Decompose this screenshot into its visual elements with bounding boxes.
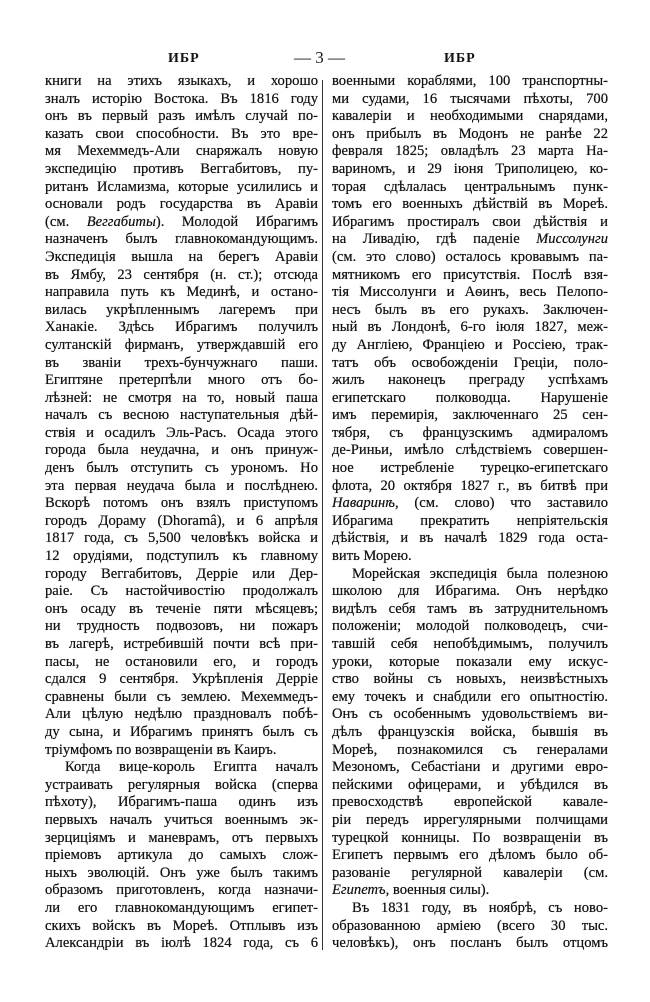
text-line: несъ былъ въ его рукахъ. Заключен- — [332, 301, 608, 318]
text-line: человѣкъ), онъ посланъ былъ отцомъ — [332, 935, 608, 952]
text-line — [45, 214, 318, 232]
text-line: образомъ приготовленъ, когда назначи- — [45, 882, 318, 899]
text-line: лѣзней: не смотря на то, новый паша — [45, 389, 318, 406]
text-line: ріи передъ иррегулярными полчищами — [332, 811, 608, 828]
text-segment: ). Молодой Ибрагимъ — [155, 213, 318, 230]
text-line: Ибрагима прекратить непріятельскія — [332, 512, 608, 529]
text-segment: , военныя силы). — [385, 882, 490, 899]
text-column-left — [45, 73, 318, 953]
italic-term: Миссолунги — [536, 231, 608, 248]
text-line: тавшій себя непобѣдимымъ, получилъ — [332, 636, 608, 652]
italic-term: Наваринѣ — [332, 495, 395, 512]
text-line: Ханакіе. Здѣсь Ибрагимъ получилъ — [45, 319, 318, 336]
text-segment: , (см. слово) что заставило — [394, 495, 608, 512]
text-line: образованною арміею (всего 30 тыс. — [332, 917, 608, 934]
text-line: ныхъ эволюцій. Онъ уже былъ такимъ — [45, 864, 318, 881]
text-line: видѣлъ себя тамъ въ затруднительномъ — [332, 600, 608, 617]
text-line: ми судами, 16 тысячами пѣхоты, 700 — [332, 90, 608, 107]
text-line — [332, 495, 608, 513]
text-line: кавалеріи и необходимыми снарядами, — [332, 108, 608, 125]
text-line: ство войны съ новыхъ, неизвѣстныхъ — [332, 671, 608, 688]
text-line: положеніи; молодой полководецъ, счи- — [332, 618, 608, 635]
text-line: зерциціямъ и маневрамъ, отъ первыхъ — [45, 829, 318, 846]
text-line: пріемовъ артикула до самыхъ слож- — [45, 847, 318, 864]
text-line: татъ объ освобожденіи Греціи, поло- — [332, 354, 608, 371]
italic-term: Веггабиты — [86, 213, 156, 230]
text-line: имъ перемирія, заключеннаго 25 сен- — [332, 407, 608, 424]
text-line — [332, 882, 608, 900]
text-line: ду сына, и Ибрагимъ принятъ былъ съ — [45, 723, 318, 740]
text-line: Морейская экспедиція была полезною — [352, 565, 608, 582]
text-line: устраивать регулярныя войска (сперва — [45, 776, 318, 793]
text-line: мя Мехеммедъ-Али снаряжалъ новую — [45, 143, 318, 160]
page-number: — 3 — — [294, 48, 345, 67]
text-line: мятникомъ его присутствія. Послѣ взя- — [332, 266, 608, 283]
text-line: вариномъ, и 29 іюня Триполицею, ко- — [332, 160, 608, 177]
text-line: тріумфомъ по возвращеніи въ Каиръ. — [45, 741, 277, 758]
text-line: городу Веггабитовъ, Дерріе или Дер- — [45, 565, 318, 582]
text-line: скихъ войскъ въ Мореѣ. Отплывъ изъ — [45, 917, 318, 934]
text-line: военными кораблями, 100 транспортны- — [332, 73, 608, 89]
text-line: эта первая неудача была и послѣднею. — [45, 477, 318, 494]
text-line: Въ 1831 году, въ ноябрѣ, съ ново- — [352, 899, 608, 916]
text-line: ствія и осадилъ Эль-Расъ. Осада этого — [45, 424, 318, 441]
text-line — [332, 231, 608, 249]
text-line: разованіе регулярной кавалеріи (см. — [332, 864, 608, 881]
text-line: первыхъ началъ учиться военнымъ эк- — [45, 811, 318, 828]
text-line: ританъ Исламизма, которые усилились и — [45, 178, 318, 195]
text-line: пейскими офицерами, и убѣдился въ — [332, 776, 608, 793]
text-line: уроки, которые показали ему искус- — [332, 653, 608, 670]
text-line: ду Англіею, Франціею и Россіею, трак- — [332, 336, 608, 353]
text-line: основали родъ государства въ Аравіи — [45, 196, 318, 213]
text-line: онъ въ первый разъ имѣлъ случай по- — [45, 108, 318, 125]
text-line: направила путь къ Мединѣ, и остано- — [45, 284, 318, 301]
text-segment: (см. — [45, 213, 87, 230]
text-line: Мореѣ, познакомился съ генералами — [332, 741, 608, 758]
text-line: ли его главнокомандующимъ египет- — [45, 899, 318, 916]
italic-term: Египетъ — [332, 882, 386, 899]
text-line: Александріи въ іюлѣ 1824 года, съ 6 — [45, 935, 318, 952]
text-line: Экспедиція вышла на берегъ Аравіи — [45, 248, 318, 265]
text-column-right — [332, 73, 608, 953]
text-line: египетскаго полководца. Нарушеніе — [332, 389, 608, 406]
text-line: томъ его военныхъ дѣйствій въ Мореѣ. — [332, 196, 608, 213]
text-line: Египетъ первымъ его дѣломъ было об- — [332, 847, 608, 864]
text-line: Когда вице-король Египта началъ — [65, 759, 318, 776]
text-line: (см. это слово) осталось кровавымъ па- — [332, 248, 608, 265]
text-line: Мезономъ, Себастіани и другими евро- — [332, 759, 608, 776]
text-line: денъ былъ отступить съ урономъ. Но — [45, 460, 318, 477]
text-line: 12 орудіями, подступилъ къ главному — [45, 548, 318, 565]
text-line: дѣлъ французскія войска, бывшія въ — [332, 723, 608, 740]
text-line: вить Морею. — [332, 548, 412, 565]
text-line: пасы, не остановили его, и городъ — [45, 653, 318, 670]
text-line: сдался 9 сентября. Укрѣпленія Дерріе — [45, 671, 318, 688]
text-line: пѣхоту), Ибрагимъ-паша одинъ изъ — [45, 794, 318, 811]
text-line: въ званіи трехъ-бунчужнаго паши. — [45, 354, 318, 371]
text-line: ему точекъ и снабдили его опытностію. — [332, 688, 608, 705]
running-head-left: ИБР — [168, 51, 200, 66]
text-segment: на Ливадію, гдѣ паденіе — [332, 231, 537, 248]
text-line: султанскій фирманъ, утверждавшій его — [45, 336, 318, 353]
text-line: флота, 20 октября 1827 г., въ битвѣ при — [332, 477, 608, 494]
text-line: казать свои способности. Въ это вре- — [45, 125, 318, 142]
text-line: ный въ Лондонѣ, 6-го іюля 1827, меж- — [332, 319, 608, 336]
text-line: онъ осаду въ теченіе пяти мѣсяцевъ; — [45, 600, 318, 617]
column-divider — [322, 80, 323, 950]
text-line: жилъ наконецъ преграду успѣхамъ — [332, 372, 608, 389]
text-line: ное истребленіе турецко-египетскаго — [332, 460, 608, 477]
running-head-right: ИБР — [444, 51, 476, 66]
text-line: турецкой конницы. По возвращеніи въ — [332, 829, 608, 846]
text-line: раіе. Съ настойчивостію продолжалъ — [45, 583, 318, 600]
text-line: Вскорѣ потомъ онъ взялъ приступомъ — [45, 495, 318, 512]
text-line: сравнены были съ землею. Мехеммедъ- — [45, 688, 318, 705]
text-line: Али цѣлую недѣлю праздновалъ побѣ- — [45, 706, 318, 723]
text-line: 1817 года, съ 5,500 человѣкъ войска и — [45, 530, 318, 547]
text-line: города была неудачна, и онъ принуж- — [45, 442, 318, 459]
text-line: ни трудность подвозовъ, ни пожаръ — [45, 618, 318, 635]
text-line: назначенъ былъ главнокомандующимъ. — [45, 231, 318, 248]
text-line: тября, съ французскимъ адмираломъ — [332, 424, 608, 441]
text-line: онъ прибылъ въ Модонъ не ранѣе 22 — [332, 125, 608, 142]
text-line: Египтяне претерпѣли много отъ бо- — [45, 372, 318, 389]
text-line: въ Ямбу, 23 сентября (н. ст.); отсюда — [45, 266, 318, 283]
text-line: де-Риньи, имѣло слѣдствіемъ совершен- — [332, 442, 608, 459]
text-line: вилась укрѣпленнымъ лагеремъ при — [45, 301, 318, 318]
text-line: городъ Дораму (Dhoramâ), и 6 апрѣля — [45, 512, 318, 529]
text-line: тія Миссолунги и Аѳинъ, весь Пелопо- — [332, 284, 608, 301]
text-line: превосходствѣ европейской кавале- — [332, 794, 608, 811]
text-line: школою для Ибрагима. Онъ нерѣдко — [332, 583, 608, 600]
text-line: Ибрагимъ простиралъ свои дѣйствія и — [332, 213, 608, 230]
text-line: торая сдѣлалась центральнымъ пунк- — [332, 178, 608, 195]
text-line: экспедицію противъ Веггабитовъ, пу- — [45, 160, 318, 177]
text-line: книги на этихъ языкахъ, и хорошо — [45, 73, 318, 89]
text-line: зналъ исторію Востока. Въ 1816 году — [45, 90, 318, 107]
text-line: въ лагерѣ, истребившій почти всѣ при- — [45, 636, 318, 652]
text-line: началъ съ весною наступательныя дѣй- — [45, 407, 318, 424]
text-line: Онъ съ особеннымъ удовольствіемъ ви- — [332, 706, 608, 723]
text-line: дѣйствія, и въ началѣ 1829 года оста- — [332, 530, 608, 547]
text-line: февраля 1825; овладѣлъ 23 марта На- — [332, 143, 608, 160]
